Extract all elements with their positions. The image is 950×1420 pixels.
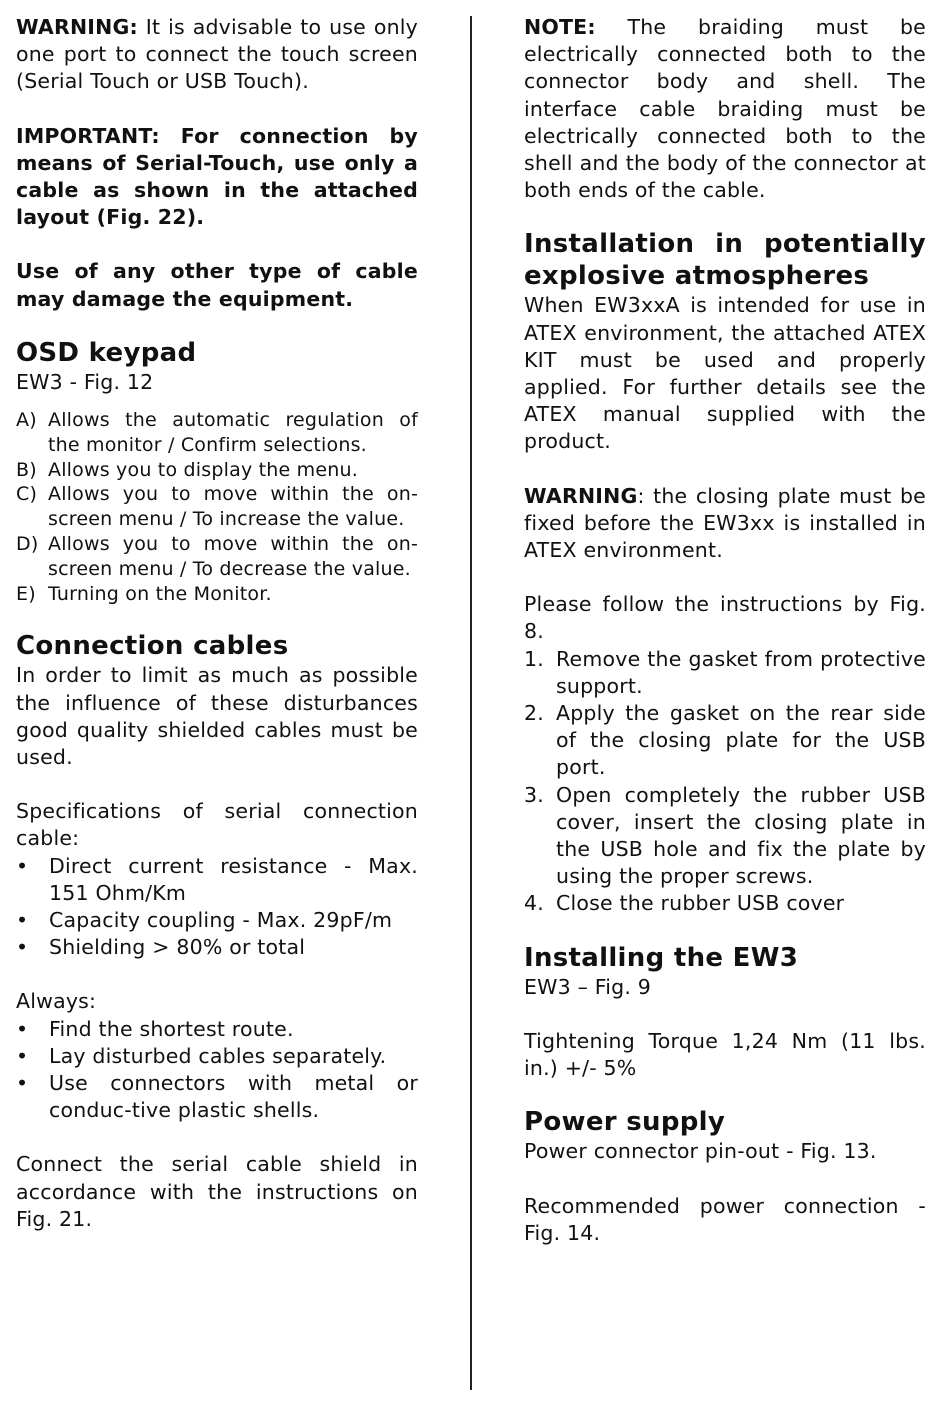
always-label: Always: (16, 989, 97, 1014)
list-item (524, 782, 926, 891)
list-item (16, 408, 418, 458)
list-marker: E) (16, 582, 36, 605)
list-item (16, 853, 418, 907)
warning-label: WARNING: (16, 15, 138, 39)
bullet-icon: • (16, 1016, 29, 1041)
list-text: Allows you to move within the on-screen menu / To increase the value. (48, 483, 418, 531)
list-marker: D) (16, 533, 39, 556)
atex-warning-text: : the closing plate must be fixed before the EW3xx is installed in ATEX environment. (524, 483, 926, 563)
osd-figure-ref: EW3 - Fig. 12 (16, 369, 154, 394)
atex-intro: When EW3xxA is intended for use in ATEX environment, the attached ATEX KIT must be used and properly applied. For further details see the ATEX manual supplied with the product. (524, 293, 926, 454)
list-text: Find the shortest route. (49, 1016, 294, 1041)
atex-steps-list (524, 646, 926, 918)
list-item (16, 1016, 418, 1043)
list-item (16, 1070, 418, 1124)
list-text: Close the rubber USB cover (556, 891, 845, 916)
list-text: Capacity coupling - Max. 29pF/m (49, 908, 393, 933)
spec-intro: Specifications of serial connection cable: (16, 799, 418, 851)
spec-list (16, 853, 418, 962)
bullet-icon: • (16, 1043, 29, 1068)
installing-heading: Installing the EW3 (524, 942, 799, 973)
list-item (16, 482, 418, 532)
cables-intro: In order to limit as much as possible the influence of these disturbances good quality shielded cables must be used. (16, 663, 418, 770)
power-supply-heading: Power supply (524, 1107, 726, 1138)
list-text: Use connectors with metal or conduc-tive plastic shells. (49, 1071, 418, 1123)
atex-warning-label: WARNING (524, 483, 638, 508)
column-divider (470, 16, 472, 1390)
osd-keypad-list-wrap (16, 408, 418, 606)
list-text: Turning on the Monitor. (48, 582, 272, 605)
atex-warning-paragraph (524, 483, 926, 565)
list-item (524, 700, 926, 782)
list-marker: B) (16, 458, 37, 481)
list-item (16, 907, 418, 934)
list-text: Allows you to move within the on-screen menu / To decrease the value. (48, 533, 418, 580)
shield-paragraph: Connect the serial cable shield in accordance with the instructions on Fig. 21. (16, 1152, 418, 1231)
list-text: Direct current resistance - Max. 151 Ohm/Km (49, 853, 418, 905)
bullet-icon: • (16, 1071, 29, 1096)
bullet-icon: • (16, 908, 29, 933)
list-marker: 2. (524, 701, 544, 726)
bullet-icon: • (16, 935, 29, 960)
list-item (16, 458, 418, 483)
list-marker: A) (16, 409, 37, 432)
bullet-icon: • (16, 853, 29, 878)
warning-paragraph (16, 14, 418, 96)
torque-paragraph: Tightening Torque 1,24 Nm (11 lbs. in.) +/- 5% (524, 1028, 926, 1081)
osd-keypad-list (16, 408, 418, 606)
list-text: Apply the gasket on the rear side of the closing plate for the USB port. (556, 701, 926, 780)
list-text: Shielding > 80% or total (49, 935, 306, 960)
list-text: Remove the gasket from protective support. (556, 646, 926, 698)
power-pinout: Power connector pin-out - Fig. 13. (524, 1139, 877, 1164)
atex-heading-line2: explosive atmospheres (524, 261, 870, 292)
note-text: The braiding must be electrically connected both to the connector body and shell. The interface cable braiding must be electrically connected both to the shell and the body of the connector at both ends of the cable. (524, 15, 926, 203)
connection-cables-heading: Connection cables (16, 631, 289, 662)
list-text: Allows the automatic regulation of the monitor / Confirm selections. (48, 409, 418, 456)
left-column (16, 14, 418, 1233)
follow-instructions: Please follow the instructions by Fig. 8. (524, 592, 926, 644)
osd-keypad-heading: OSD keypad (16, 337, 197, 368)
installing-figure-ref: EW3 – Fig. 9 (524, 974, 652, 999)
always-list (16, 1016, 418, 1125)
list-marker: 1. (524, 646, 544, 671)
note-paragraph (524, 14, 926, 204)
list-item (16, 582, 418, 607)
atex-heading-line1: Installation in potentially (524, 229, 926, 260)
list-item (16, 1043, 418, 1070)
list-item (16, 934, 418, 961)
right-column (524, 14, 926, 1247)
list-text: Allows you to display the menu. (48, 458, 358, 481)
use-warning-paragraph: Use of any other type of cable may damage the equipment. (16, 259, 418, 311)
list-text: Lay disturbed cables separately. (49, 1043, 387, 1068)
list-marker: C) (16, 483, 38, 506)
important-paragraph: IMPORTANT: For connection by means of Serial-Touch, use only a cable as shown in the attached layout (Fig. 22). (16, 123, 418, 230)
list-text: Open completely the rubber USB cover, insert the closing plate in the USB hole and fix the plate by using the proper screws. (556, 782, 926, 889)
list-marker: 4. (524, 891, 544, 916)
note-label: NOTE: (524, 15, 596, 39)
power-recommended: Recommended power connection - Fig. 14. (524, 1193, 926, 1245)
list-item (16, 532, 418, 582)
list-item (524, 890, 926, 917)
warning-text: It is advisable to use only one port to connect the touch screen (Serial Touch or USB Touch). (16, 15, 418, 94)
list-item (524, 646, 926, 700)
list-marker: 3. (524, 782, 544, 807)
